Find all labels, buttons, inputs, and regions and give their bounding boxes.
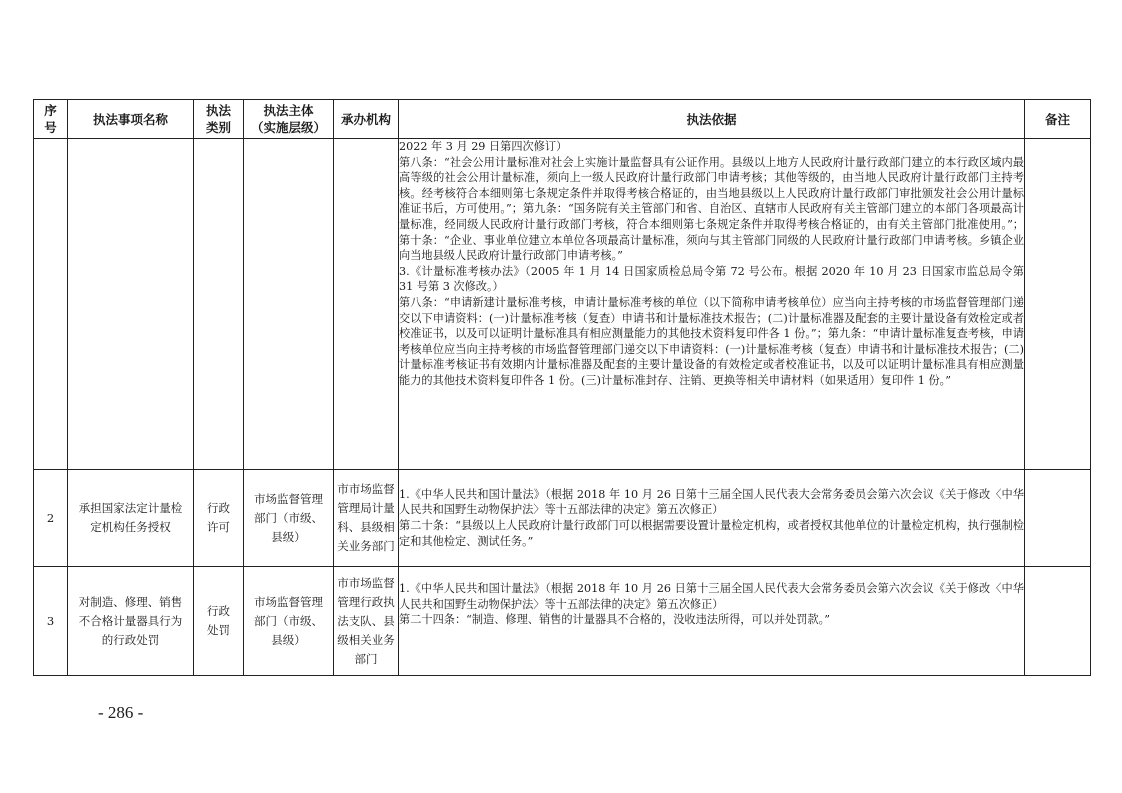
cell-seq: 2 xyxy=(34,470,68,567)
cell-category: 行政 许可 xyxy=(194,470,244,567)
cell-basis xyxy=(399,139,1025,470)
cell-category xyxy=(194,139,244,470)
page-number: - 286 - xyxy=(98,703,144,722)
header-basis: 执法依据 xyxy=(399,100,1025,139)
cell-agency xyxy=(334,139,399,470)
header-category: 执法 类别 xyxy=(194,100,244,139)
basis-paragraph: 第八条：“社会公用计量标准对社会上实施计量监督具有公证作用。县级以上地方人民政府计量行政部门建立的本行政区域内最高等级的社会公用计量标准，须向上一级人民政府计量行政部门申请考核；其他等级的，由当地人民政府计量行政部门主持考核。经考核符合本细则第七条规定条件并取得考核合格证的，由当地县级以上人民政府计量行政部门审批颁发社会公用计量标准证书后，方可使用。”；第九条：“国务院有关主管部门和省、自治区、直辖市人民政府有关主管部门建立的本部门各项最高计量标准，经同级人民政府计量行政部门考核，符合本细则第七条规定条件并取得考核合格证的，由有关主管部门批准使用。”；第十条：“企业、事业单位建立本单位各项最高计量标准，须向与其主管部门同级的人民政府计量行政部门申请考核。乡镇企业向当地县级人民政府计量行政部门申请考核。” xyxy=(399,155,1024,263)
table-row xyxy=(34,470,1091,567)
header-remark: 备注 xyxy=(1025,100,1091,139)
cell-basis xyxy=(399,470,1025,567)
header-name: 执法事项名称 xyxy=(68,100,194,139)
basis-paragraph: 1.《中华人民共和国计量法》（根据 2018 年 10 月 26 日第十三届全国人民代表大会常务委员会第六次会议《关于修改〈中华人民共和国野生动物保护法〉等十五部法律的决定》第五次修正） xyxy=(399,487,1024,517)
cell-agency: 市市场监督管理局计量科、县级相关业务部门 xyxy=(334,470,399,567)
header-agency: 承办机构 xyxy=(334,100,399,139)
cell-seq: 3 xyxy=(34,567,68,676)
cell-category: 行政 处罚 xyxy=(194,567,244,676)
cell-name xyxy=(68,139,194,470)
cell-basis xyxy=(399,567,1025,676)
header-row xyxy=(34,100,1091,139)
basis-paragraph: 3.《计量标准考核办法》（2005 年 1 月 14 日国家质检总局令第 72 号公布。根据 2020 年 10 月 23 日国家市监总局令第 31 号第 3 次修改。） xyxy=(399,264,1024,294)
basis-paragraph: 2022 年 3 月 29 日第四次修订） xyxy=(399,140,568,153)
cell-agency: 市市场监督管理行政执法支队、县级相关业务部门 xyxy=(334,567,399,676)
table-row xyxy=(34,139,1091,470)
cell-remark xyxy=(1025,470,1091,567)
cell-name: 承担国家法定计量检定机构任务授权 xyxy=(68,470,194,567)
cell-remark xyxy=(1025,567,1091,676)
cell-seq xyxy=(34,139,68,470)
basis-paragraph: 第二十条：“县级以上人民政府计量行政部门可以根据需要设置计量检定机构，或者授权其他单位的计量检定机构，执行强制检定和其他检定、测试任务。” xyxy=(399,519,1024,548)
cell-name: 对制造、修理、销售不合格计量器具行为的行政处罚 xyxy=(68,567,194,676)
header-subject: 执法主体 （实施层级） xyxy=(244,100,334,139)
basis-paragraph: 第二十四条：“制造、修理、销售的计量器具不合格的，没收违法所得，可以并处罚款。” xyxy=(399,613,830,627)
table-row xyxy=(34,567,1091,676)
cell-subject: 市场监督管理部门（市级、县级） xyxy=(244,470,334,567)
basis-paragraph: 1.《中华人民共和国计量法》（根据 2018 年 10 月 26 日第十三届全国人民代表大会常务委员会第六次会议《关于修改〈中华人民共和国野生动物保护法〉等十五部法律的决定》第五次修正） xyxy=(399,582,1024,611)
enforcement-table xyxy=(33,99,1091,676)
cell-remark xyxy=(1025,139,1091,470)
header-seq: 序 号 xyxy=(34,100,68,139)
basis-paragraph: 第八条：“申请新建计量标准考核，申请计量标准考核的单位（以下简称申请考核单位）应当向主持考核的市场监督管理部门递交以下申请资料：(一)计量标准考核（复查）申请书和计量标准技术报告；(二)计量标准器及配套的主要计量设备有效检定或者校准证书，以及可以证明计量标准具有相应测量能力的其他技术资料复印件各 1 份。”；第九条：“申请计量标准复查考核，申请考核单位应当向主持考核的市场监督管理部门递交以下申请资料：(一)计量标准考核（复查）申请书和计量标准技术报告；(二)计量标准考核证书有效期内计量标准器及配套的主要计量设备的有效检定或者校准证书，以及可以证明计量标准具有相应测量能力的其他技术资料复印件各 1 份。(三)计量标准封存、注销、更换等相关申请材料（如果适用）复印件 1 份。” xyxy=(399,295,1024,387)
cell-subject xyxy=(244,139,334,470)
cell-subject: 市场监督管理部门（市级、县级） xyxy=(244,567,334,676)
